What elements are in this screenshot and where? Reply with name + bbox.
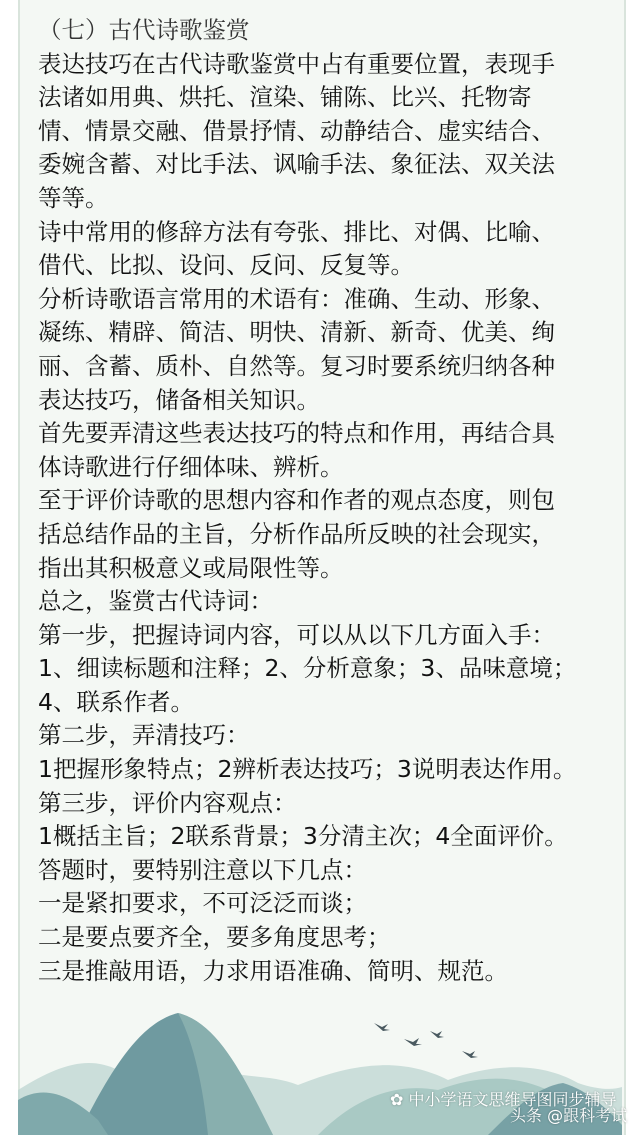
text-line: 表达技巧，储备相关知识。: [38, 385, 320, 414]
watermark-platform: 头条 @跟科考试: [510, 1106, 628, 1125]
crane-icon: [462, 1051, 478, 1058]
wechat-icon: ✿: [390, 1090, 404, 1109]
crane-icon: [404, 1038, 422, 1046]
text-line: 诗中常用的修辞方法有夸张、排比、对偶、比喻、: [38, 217, 555, 246]
text-line: 丽、含蓄、质朴、自然等。复习时要系统归纳各种: [38, 351, 555, 380]
text-line: 1概括主旨；2联系背景；3分清主次；4全面评价。: [38, 822, 568, 851]
text-line: 至于评价诗歌的思想内容和作者的观点态度，则包: [38, 486, 555, 515]
text-line: 三是推敲用语，力求用语准确、简明、规范。: [38, 956, 508, 985]
text-line: 指出其积极意义或局限性等。: [38, 553, 344, 582]
text-line: 体诗歌进行仔细体味、辨析。: [38, 452, 344, 481]
text-line: 总之，鉴赏古代诗词：: [38, 587, 273, 616]
text-line: 分析诗歌语言常用的术语有：准确、生动、形象、: [38, 284, 555, 313]
watermark-account-text: 中小学语文思维导图同步辅导: [408, 1090, 617, 1109]
article-body: [38, 14, 598, 988]
text-line: 第三步，评价内容观点：: [38, 788, 297, 817]
text-line: 1、细读标题和注释；2、分析意象；3、品味意境；: [38, 654, 577, 683]
text-line: 表达技巧在古代诗歌鉴赏中占有重要位置，表现手: [38, 49, 555, 78]
crane-icon: [430, 1031, 444, 1038]
text-line: 二是要点要齐全，要多角度思考；: [38, 923, 391, 952]
text-line: 凝练、精辟、简洁、明快、清新、新奇、优美、绚: [38, 318, 555, 347]
section-heading: （七）古代诗歌鉴赏: [38, 16, 250, 44]
text-line: 第二步，弄清技巧：: [38, 721, 250, 750]
text-line: 括总结作品的主旨，分析作品所反映的社会现实，: [38, 519, 555, 548]
text-line: 1把握形象特点；2辨析表达技巧；3说明表达作用。: [38, 755, 577, 784]
crane-icon: [374, 1023, 390, 1031]
text-line: 答题时，要特别注意以下几点：: [38, 855, 367, 884]
text-line: 一是紧扣要求，不可泛泛而谈；: [38, 889, 367, 918]
text-line: 第一步，把握诗词内容，可以从以下几方面入手：: [38, 620, 555, 649]
text-line: 情、情景交融、借景抒情、动静结合、虚实结合、: [38, 116, 555, 145]
text-line: 法诸如用典、烘托、渲染、铺陈、比兴、托物寄: [38, 83, 532, 112]
text-line: 4、联系作者。: [38, 687, 194, 716]
text-line: 首先要弄清这些表达技巧的特点和作用，再结合具: [38, 419, 555, 448]
text-line: 委婉含蓄、对比手法、讽喻手法、象征法、双关法: [38, 150, 555, 179]
flying-cranes: [374, 1023, 478, 1058]
text-line: 借代、比拟、设问、反问、反复等。: [38, 251, 414, 280]
text-line: 等等。: [38, 183, 109, 212]
